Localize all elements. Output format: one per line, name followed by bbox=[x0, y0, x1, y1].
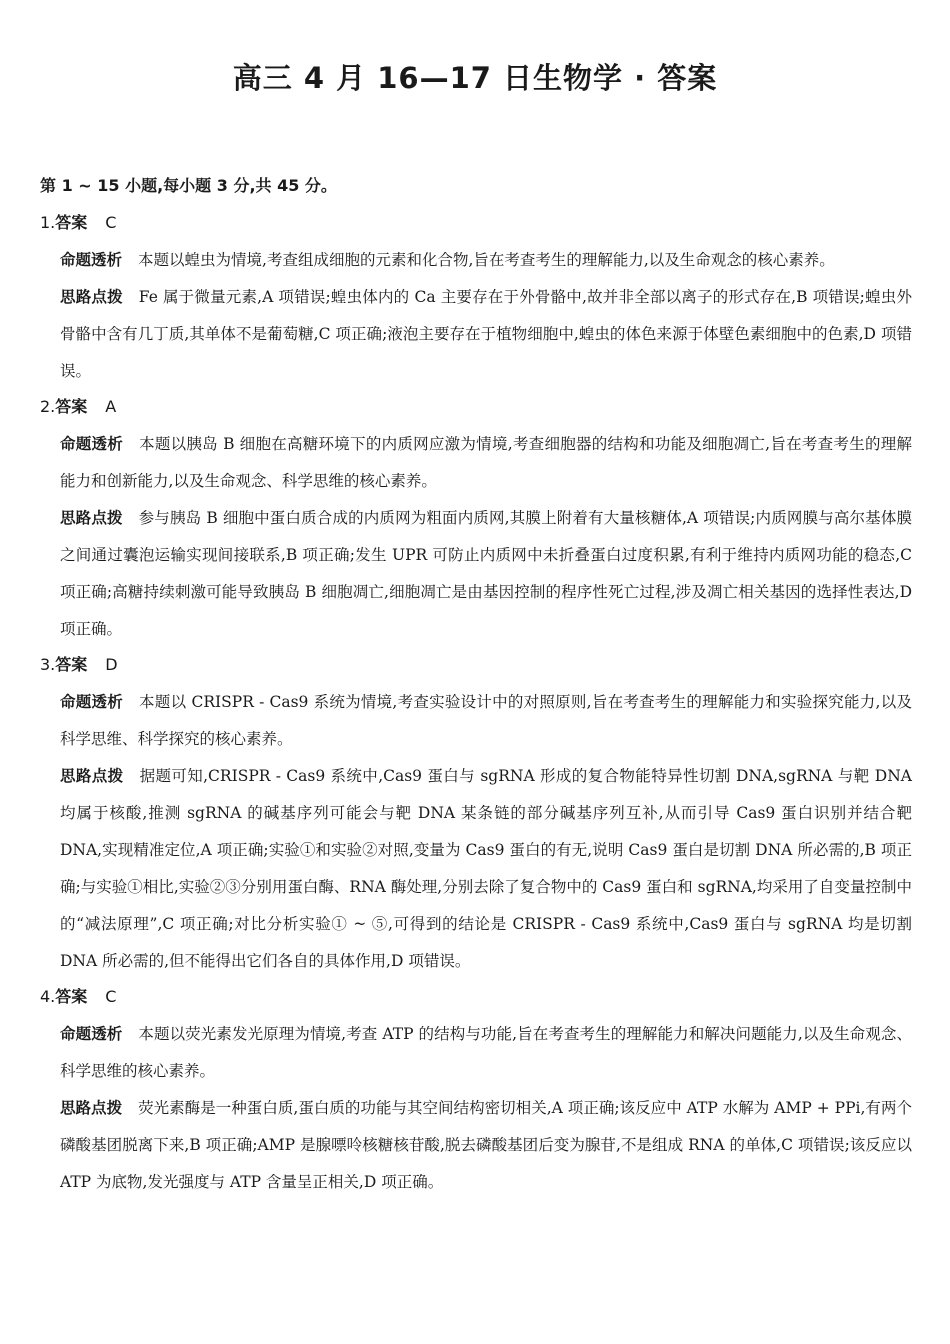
answer-line bbox=[40, 208, 912, 238]
answer-line bbox=[40, 392, 912, 422]
hint-paragraph bbox=[60, 500, 912, 648]
question-block-3 bbox=[40, 650, 912, 980]
intent-text: 本题以胰岛 B 细胞在高糖环境下的内质网应激为情境,考查细胞器的结构和功能及细胞凋亡,旨在考查考生的理解能力和创新能力,以及生命观念、科学思维的核心素养。 bbox=[60, 435, 912, 490]
question-number: 2. bbox=[40, 397, 56, 416]
intent-text: 本题以荧光素发光原理为情境,考查 ATP 的结构与功能,旨在考查考生的理解能力和解决问题能力,以及生命观念、科学思维的核心素养。 bbox=[60, 1025, 912, 1080]
answer-label: 答案 bbox=[55, 213, 88, 232]
hint-label: 思路点拨 bbox=[60, 767, 124, 785]
answer-label: 答案 bbox=[55, 655, 88, 674]
hint-paragraph bbox=[60, 758, 912, 980]
question-block-2 bbox=[40, 392, 912, 648]
question-number: 3. bbox=[40, 655, 56, 674]
intent-paragraph bbox=[60, 242, 912, 279]
intent-text: 本题以 CRISPR - Cas9 系统为情境,考查实验设计中的对照原则,旨在考查考生的理解能力和实验探究能力,以及科学思维、科学探究的核心素养。 bbox=[60, 693, 912, 748]
answer-value: C bbox=[105, 987, 117, 1006]
answer-value: C bbox=[105, 213, 117, 232]
answer-line bbox=[40, 650, 912, 680]
intent-label: 命题透析 bbox=[60, 251, 123, 269]
hint-text: 荧光素酶是一种蛋白质,蛋白质的功能与其空间结构密切相关,A 项正确;该反应中 ATP 水解为 AMP + PPi,有两个磷酸基团脱离下来,B 项正确;AMP 是腺嘌呤核糖核苷酸,脱去磷酸基团后变为腺苷,不是组成 RNA 的单体,C 项错误;该反应以 ATP 为底物,发光强度与 ATP 含量呈正相关,D 项正确。 bbox=[60, 1099, 912, 1191]
question-number: 1. bbox=[40, 213, 56, 232]
hint-paragraph bbox=[60, 1090, 912, 1201]
answer-line bbox=[40, 982, 912, 1012]
hint-text: Fe 属于微量元素,A 项错误;蝗虫体内的 Ca 主要存在于外骨骼中,故并非全部以离子的形式存在,B 项错误;蝗虫外骨骼中含有几丁质,其单体不是葡萄糖,C 项正确;液泡主要存在于植物细胞中,蝗虫的体色来源于体壁色素细胞中的色素,D 项错误。 bbox=[60, 288, 912, 380]
answer-value: A bbox=[105, 397, 117, 416]
intent-label: 命题透析 bbox=[60, 1025, 123, 1043]
section-intro: 第 1 ~ 15 小题,每小题 3 分,共 45 分。 bbox=[40, 176, 337, 195]
hint-label: 思路点拨 bbox=[60, 288, 123, 306]
answer-label: 答案 bbox=[55, 397, 88, 416]
page-title: 高三 4 月 16—17 日生物学 · 答案 bbox=[232, 61, 718, 95]
question-block-1 bbox=[40, 208, 912, 390]
answer-content bbox=[40, 172, 912, 1203]
hint-label: 思路点拨 bbox=[60, 1099, 123, 1117]
intent-label: 命题透析 bbox=[60, 693, 124, 711]
intent-paragraph bbox=[60, 426, 912, 500]
intent-label: 命题透析 bbox=[60, 435, 124, 453]
intent-paragraph bbox=[60, 1016, 912, 1090]
answer-value: D bbox=[105, 655, 118, 674]
question-number: 4. bbox=[40, 987, 56, 1006]
hint-text: 参与胰岛 B 细胞中蛋白质合成的内质网为粗面内质网,其膜上附着有大量核糖体,A 项错误;内质网膜与高尔基体膜之间通过囊泡运输实现间接联系,B 项正确;发生 UPR 可防止内质网中未折叠蛋白过度积累,有利于维持内质网功能的稳态,C 项正确;高糖持续刺激可能导致胰岛 B 细胞凋亡,细胞凋亡是由基因控制的程序性死亡过程,涉及凋亡相关基因的选择性表达,D 项正确。 bbox=[60, 509, 912, 638]
intent-text: 本题以蝗虫为情境,考查组成细胞的元素和化合物,旨在考查考生的理解能力,以及生命观念的核心素养。 bbox=[138, 251, 835, 269]
hint-text: 据题可知,CRISPR - Cas9 系统中,Cas9 蛋白与 sgRNA 形成的复合物能特异性切割 DNA,sgRNA 与靶 DNA 均属于核酸,推测 sgRNA 的碱基序列可能会与靶 DNA 某条链的部分碱基序列互补,从而引导 Cas9 蛋白识别并结合靶 DNA,实现精准定位,A 项正确;实验①和实验②对照,变量为 Cas9 蛋白的有无,说明 Cas9 蛋白是切割 DNA 所必需的,B 项正确;与实验①相比,实验②③分别用蛋白酶、RNA 酶处理,分别去除了复合物中的 Cas9 蛋白和 sgRNA,均采用了自变量控制中的“减法原理”,C 项正确;对比分析实验① ~ ⑤,可得到的结论是 CRISPR - Cas9 系统中,Cas9 蛋白与 sgRNA 均是切割 DNA 所必需的,但不能得出它们各自的具体作用,D 项错误。 bbox=[60, 767, 912, 970]
answer-label: 答案 bbox=[55, 987, 88, 1006]
hint-label: 思路点拨 bbox=[60, 509, 123, 527]
hint-paragraph bbox=[60, 279, 912, 390]
intent-paragraph bbox=[60, 684, 912, 758]
question-block-4 bbox=[40, 982, 912, 1201]
